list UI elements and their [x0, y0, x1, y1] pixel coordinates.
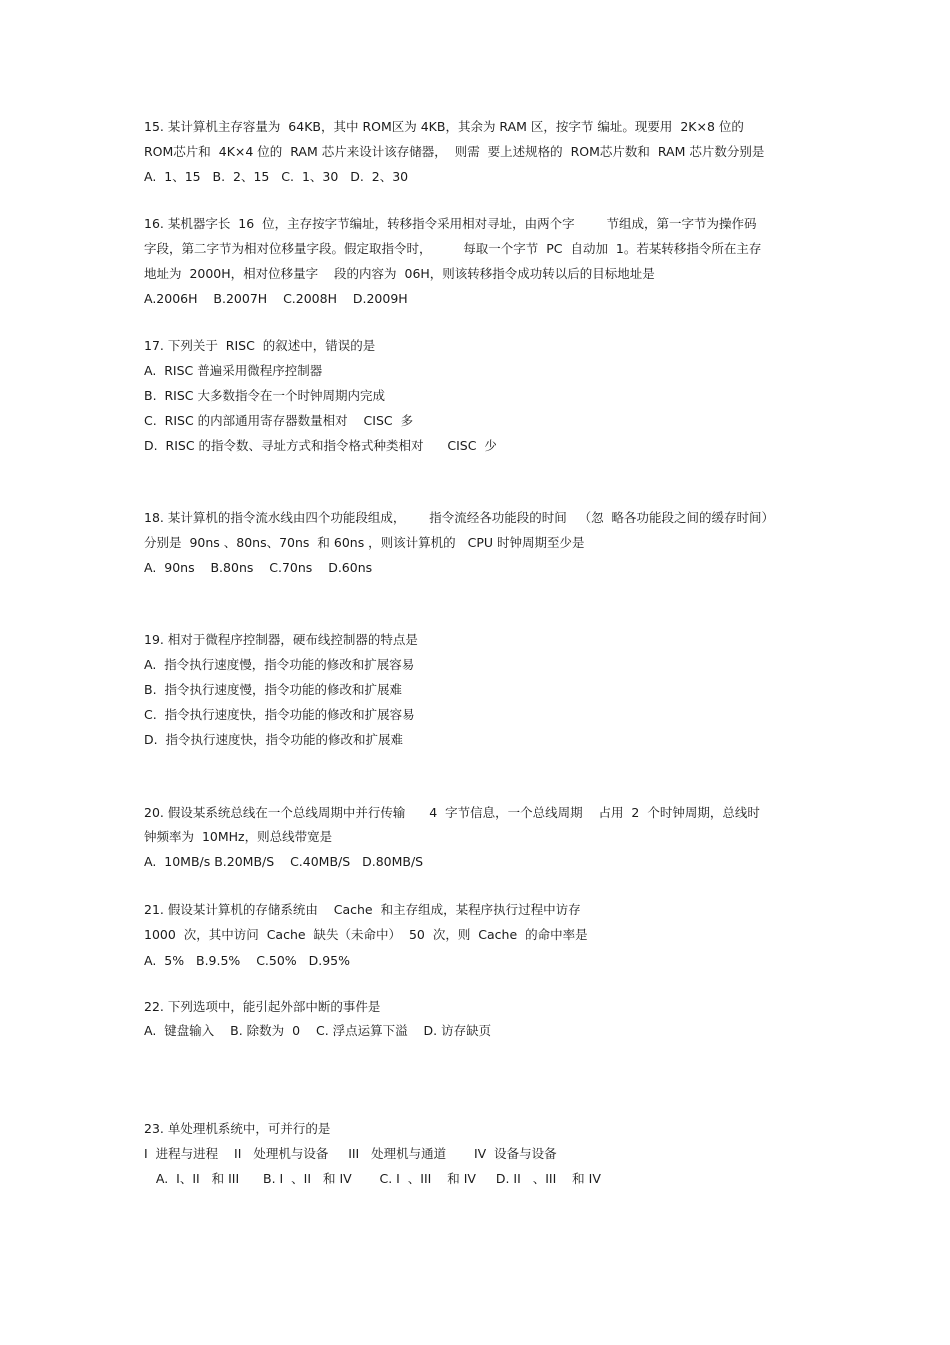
- question-21-stem-line-2: 1000 次，其中访问 Cache 缺失（未命中） 50 次，则 Cache 的命中率是: [144, 927, 588, 942]
- question-20-options: A. 10MB/s B.20MB/S C.40MB/S D.80MB/S: [144, 854, 424, 869]
- question-19-option-c: C. 指令执行速度快，指令功能的修改和扩展容易: [144, 707, 415, 722]
- question-18-stem-line-1: 18. 某计算机的指令流水线由四个功能段组成， 指令流经各功能段的时间 （忽 略各功能段之间的缓存时间）: [144, 510, 775, 525]
- question-19-option-b: B. 指令执行速度慢，指令功能的修改和扩展难: [144, 682, 402, 697]
- question-15-stem-line-2: ROM芯片和 4K×4 位的 RAM 芯片来设计该存储器， 则需 要上述规格的 ROM芯片数和 RAM 芯片数分别是: [144, 144, 765, 159]
- question-18-stem-line-2: 分别是 90ns 、80ns、70ns 和 60ns ，则该计算机的 CPU 时钟周期至少是: [144, 535, 585, 550]
- question-16-options: A.2006H B.2007H C.2008H D.2009H: [144, 291, 408, 306]
- question-16-stem-line-2: 字段，第二字节为相对位移量字段。假定取指令时， 每取一个字节 PC 自动加 1。若某转移指令所在主存: [144, 241, 762, 256]
- question-17-option-b: B. RISC 大多数指令在一个时钟周期内完成: [144, 388, 386, 403]
- question-15-stem-line-1: 15. 某计算机主存容量为 64KB，其中 ROM区为 4KB，其余为 RAM 区，按字节 编址。现要用 2K×8 位的: [144, 119, 744, 134]
- question-20-stem-line-1: 20. 假设某系统总线在一个总线周期中并行传输 4 字节信息，一个总线周期 占用 2 个时钟周期，总线时: [144, 805, 760, 820]
- question-22-options: A. 键盘输入 B. 除数为 0 C. 浮点运算下溢 D. 访存缺页: [144, 1023, 492, 1038]
- question-21-options: A. 5% B.9.5% C.50% D.95%: [144, 953, 350, 968]
- question-23-stem: 23. 单处理机系统中，可并行的是: [144, 1121, 331, 1136]
- question-21-stem-line-1: 21. 假设某计算机的存储系统由 Cache 和主存组成，某程序执行过程中访存: [144, 902, 581, 917]
- question-19-option-a: A. 指令执行速度慢，指令功能的修改和扩展容易: [144, 657, 415, 672]
- question-18-options: A. 90ns B.80ns C.70ns D.60ns: [144, 560, 373, 575]
- question-16-stem-line-3: 地址为 2000H，相对位移量字 段的内容为 06H，则该转移指令成功转以后的目标地址是: [144, 266, 655, 281]
- question-17-stem: 17. 下列关于 RISC 的叙述中，错误的是: [144, 338, 376, 353]
- question-17-option-d: D. RISC 的指令数、寻址方式和指令格式种类相对 CISC 少: [144, 438, 497, 453]
- question-23-options: A. I、II 和 III B. I 、II 和 IV C. I 、III 和 IV D. II 、III 和 IV: [144, 1171, 601, 1186]
- question-23-statements: I 进程与进程 II 处理机与设备 III 处理机与通道 IV 设备与设备: [144, 1146, 557, 1161]
- question-19-stem: 19. 相对于微程序控制器，硬布线控制器的特点是: [144, 632, 418, 647]
- question-16-stem-line-1: 16. 某机器字长 16 位，主存按字节编址，转移指令采用相对寻址，由两个字 节组成，第一字节为操作码: [144, 216, 757, 231]
- question-20-stem-line-2: 钟频率为 10MHz，则总线带宽是: [144, 829, 333, 844]
- question-19-option-d: D. 指令执行速度快，指令功能的修改和扩展难: [144, 732, 404, 747]
- question-17-option-c: C. RISC 的内部通用寄存器数量相对 CISC 多: [144, 413, 414, 428]
- question-17-option-a: A. RISC 普遍采用微程序控制器: [144, 363, 323, 378]
- question-15-options: A. 1、15 B. 2、15 C. 1、30 D. 2、30: [144, 169, 409, 184]
- question-22-stem: 22. 下列选项中，能引起外部中断的事件是: [144, 999, 381, 1014]
